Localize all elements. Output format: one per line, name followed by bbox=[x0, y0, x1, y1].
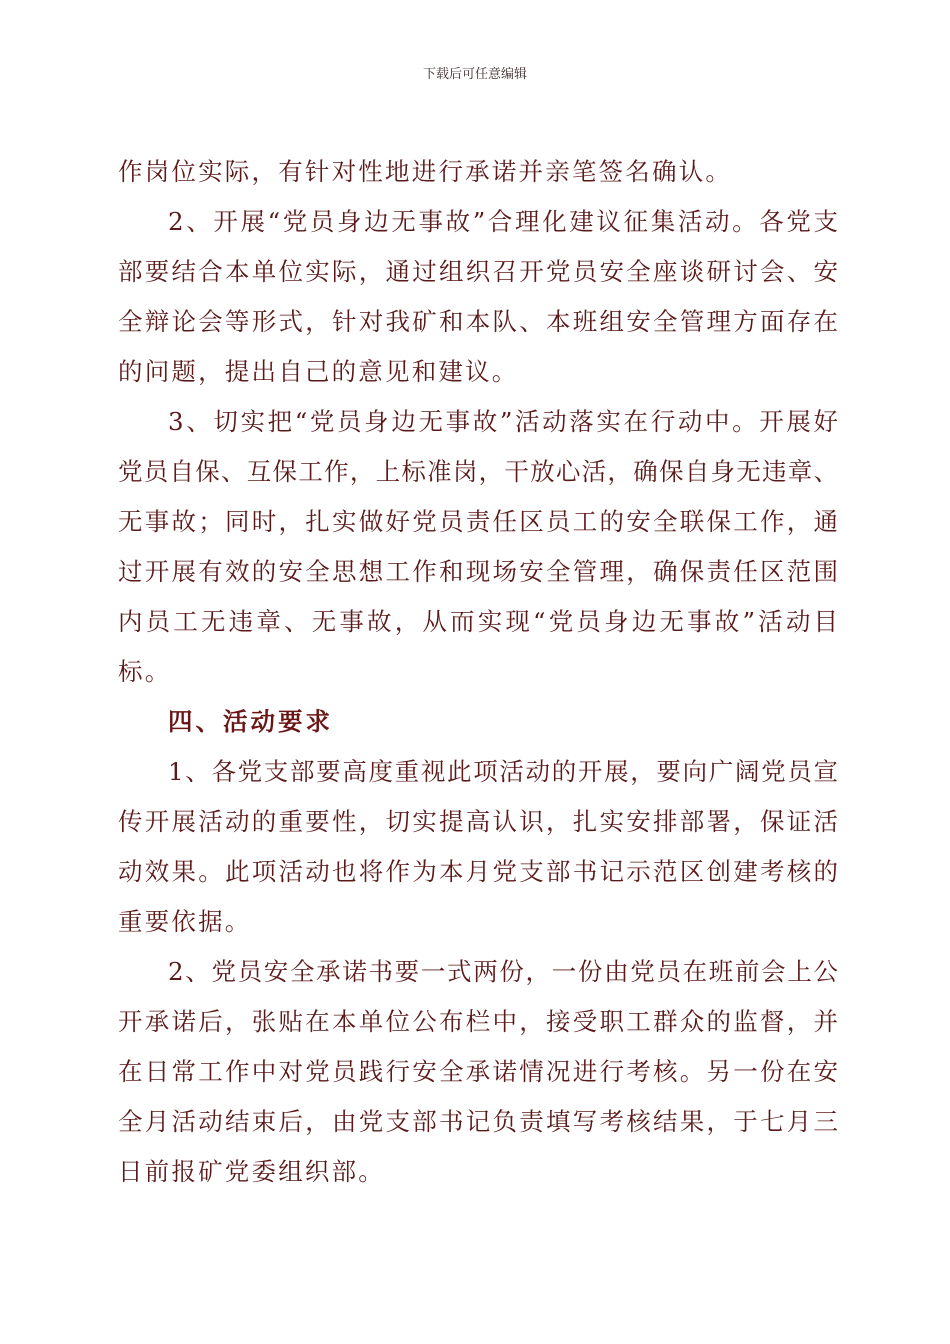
paragraph-line: 全月活动结束后，由党支部书记负责填写考核结果，于七月三 bbox=[118, 1107, 838, 1136]
paragraph-line: 部要结合本单位实际，通过组织召开党员安全座谈研讨会、安 bbox=[118, 257, 838, 286]
paragraph-line: 日前报矿党委组织部。 bbox=[118, 1157, 385, 1186]
paragraph-line: 3、切实把“党员身边无事故”活动落实在行动中。开展好 bbox=[168, 407, 838, 436]
paragraph-line: 动效果。此项活动也将作为本月党支部书记示范区创建考核的 bbox=[118, 857, 838, 886]
document-body bbox=[118, 147, 838, 1197]
section-heading: 四、活动要求 bbox=[168, 707, 333, 736]
paragraph-line: 2、党员安全承诺书要一式两份，一份由党员在班前会上公 bbox=[168, 957, 838, 986]
paragraph-line: 的问题，提出自己的意见和建议。 bbox=[118, 357, 519, 386]
paragraph-line: 全辩论会等形式，针对我矿和本队、本班组安全管理方面存在 bbox=[118, 307, 838, 336]
paragraph-line: 在日常工作中对党员践行安全承诺情况进行考核。另一份在安 bbox=[118, 1057, 838, 1086]
paragraph-line: 标。 bbox=[118, 657, 172, 686]
paragraph-line: 作岗位实际，有针对性地进行承诺并亲笔签名确认。 bbox=[118, 157, 733, 186]
paragraph-line: 内员工无违章、无事故，从而实现“党员身边无事故”活动目 bbox=[118, 607, 838, 636]
paragraph-line: 重要依据。 bbox=[118, 907, 252, 936]
paragraph-line: 开承诺后，张贴在本单位公布栏中，接受职工群众的监督，并 bbox=[118, 1007, 838, 1036]
paragraph-line: 过开展有效的安全思想工作和现场安全管理，确保责任区范围 bbox=[118, 557, 838, 586]
paragraph-line: 党员自保、互保工作，上标准岗，干放心活，确保自身无违章、 bbox=[118, 457, 838, 486]
paragraph-line: 2、开展“党员身边无事故”合理化建议征集活动。各党支 bbox=[168, 207, 838, 236]
paragraph-line: 传开展活动的重要性，切实提高认识，扎实安排部署，保证活 bbox=[118, 807, 838, 836]
paragraph-line: 1、各党支部要高度重视此项活动的开展，要向广阔党员宣 bbox=[168, 757, 838, 786]
paragraph-line: 无事故；同时，扎实做好党员责任区员工的安全联保工作，通 bbox=[118, 507, 838, 536]
page-header: 下载后可任意编辑 bbox=[422, 67, 527, 82]
